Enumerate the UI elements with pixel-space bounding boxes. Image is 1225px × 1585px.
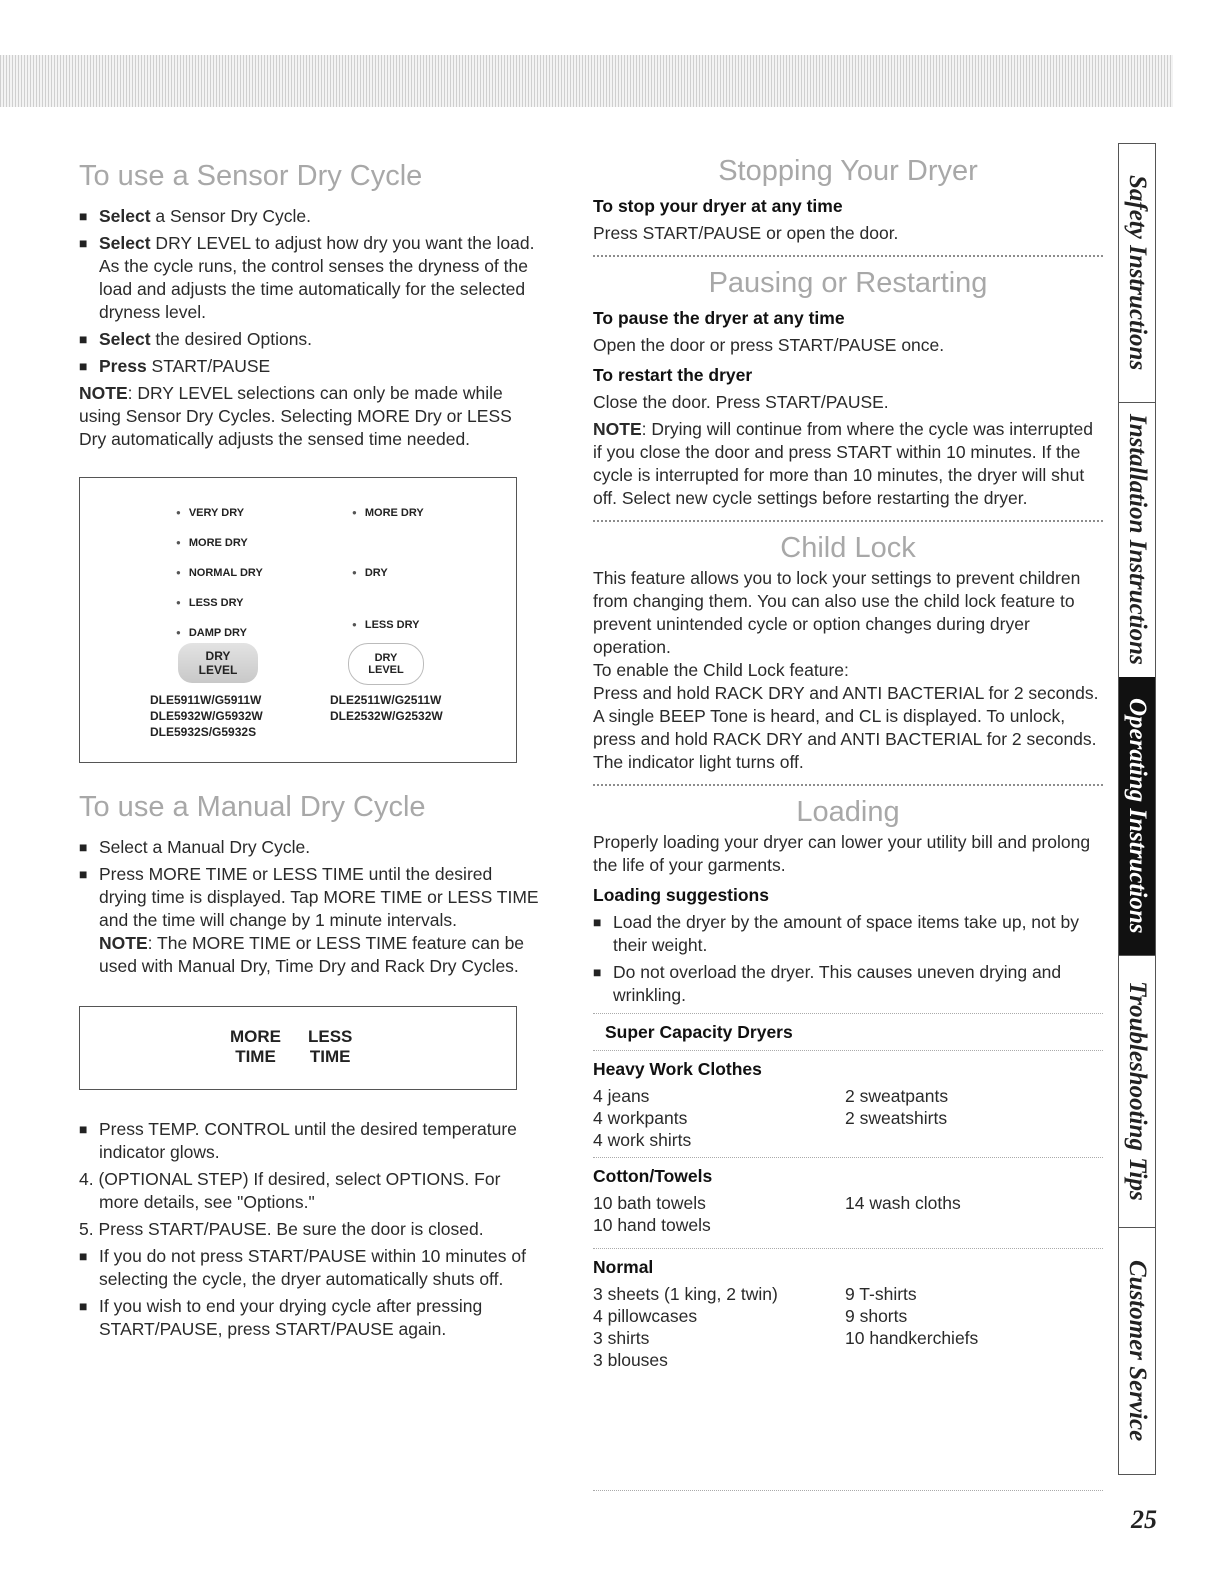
pausing-note: NOTE: Drying will continue from where the cycle was interrupted if you close the door and press START within 10 minutes. If the cycle is interrupted for more than 10 minutes, the dryer will shut off. Select new cycle settings before restarting the dryer.	[593, 419, 1093, 508]
tab-troubleshooting-tips[interactable]: Troubleshooting Tips	[1119, 955, 1155, 1228]
divider	[593, 1248, 1103, 1249]
list-item: ■ If you do not press START/PAUSE within 10 minutes of selecting the cycle, the dryer automatically shuts off.	[79, 1245, 539, 1291]
level-normal-dry: ● NORMAL DRY	[176, 558, 263, 588]
list-item: ■ Select DRY LEVEL to adjust how dry you want the load. As the cycle runs, the control senses the dryness of the load and adjusts the time automatically for the selected dryness level.	[79, 232, 539, 324]
child-lock-title: Child Lock	[780, 532, 916, 564]
sensor-note: NOTE: DRY LEVEL selections can only be made while using Sensor Dry Cycles. Selecting MORE Dry or LESS Dry automatically adjusts the sensed time needed.	[79, 383, 512, 449]
section-tabs	[1118, 143, 1156, 1475]
child-lock-instructions: Press and hold RACK DRY and ANTI BACTERIAL for 2 seconds. A single BEEP Tone is heard, and CL is displayed. To unlock, press and hold RACK DRY and ANTI BACTERIAL for 2 seconds. The indicator light turns off.	[593, 683, 1099, 772]
loading-subheading: Loading suggestions	[593, 885, 769, 905]
divider	[593, 784, 1103, 786]
tab-installation-instructions[interactable]: Installation Instructions	[1119, 402, 1155, 678]
list-item: ■ Press START/PAUSE	[79, 355, 539, 378]
tab-operating-instructions[interactable]: Operating Instructions	[1119, 677, 1155, 956]
child-lock-enable: To enable the Child Lock feature:	[593, 660, 849, 680]
less-time-label: LESS	[308, 1027, 353, 1046]
restart-subheading: To restart the dryer	[593, 365, 753, 385]
list-item: ■ Load the dryer by the amount of space items take up, not by their weight.	[593, 911, 1103, 957]
child-lock-intro: This feature allows you to lock your settings to prevent children from changing them. You can also use the child lock feature to prevent unintended cycle or option changes during dryer operation.	[593, 568, 1081, 657]
model-number: DLE2511W/G2511W	[330, 693, 442, 707]
load-item: 9 T-shirts	[845, 1284, 917, 1304]
table-title: Super Capacity Dryers	[605, 1022, 793, 1042]
list-item: ■ Select the desired Options.	[79, 328, 539, 351]
stopping-text: Press START/PAUSE or open the door.	[593, 223, 899, 243]
right-column	[593, 155, 1103, 1371]
model-number: DLE5932W/G5932W	[150, 709, 263, 723]
group-title: Cotton/Towels	[593, 1166, 713, 1186]
sensor-title: To use a Sensor Dry Cycle	[79, 160, 423, 192]
load-item: 3 blouses	[593, 1350, 668, 1370]
list-item: ■ Press TEMP. CONTROL until the desired temperature indicator glows.	[79, 1118, 539, 1164]
load-group-cotton	[593, 1164, 1103, 1236]
load-item: 10 handkerchiefs	[845, 1328, 979, 1348]
group-title: Heavy Work Clothes	[593, 1059, 762, 1079]
pause-text: Open the door or press START/PAUSE once.	[593, 335, 945, 355]
divider	[593, 255, 1103, 257]
restart-text: Close the door. Press START/PAUSE.	[593, 392, 889, 412]
level-less-dry: ● LESS DRY	[176, 588, 263, 618]
loading-suggestions	[593, 911, 1103, 1007]
final-steps	[79, 1118, 539, 1341]
pause-subheading: To pause the dryer at any time	[593, 308, 845, 328]
dry-level-panel	[79, 477, 517, 763]
load-item: 10 hand towels	[593, 1215, 711, 1235]
model-number: DLE5932S/G5932S	[150, 725, 257, 739]
list-item: ■ Do not overload the dryer. This causes uneven drying and wrinkling.	[593, 961, 1103, 1007]
load-item: 4 work shirts	[593, 1130, 692, 1150]
list-item: ■ Select a Manual Dry Cycle.	[79, 836, 539, 859]
level-very-dry: ● VERY DRY	[176, 498, 263, 528]
load-item: 3 shirts	[593, 1328, 650, 1348]
manual-steps	[79, 836, 539, 978]
divider	[593, 1490, 1103, 1491]
dry-level-button-alt[interactable]: DRY LEVEL	[348, 643, 424, 685]
model-number: DLE2532W/G2532W	[330, 709, 443, 723]
load-item: 10 bath towels	[593, 1193, 706, 1213]
divider	[593, 520, 1103, 522]
header-band	[0, 55, 1173, 107]
level-less-dry-alt: ● LESS DRY	[352, 610, 424, 640]
tab-safety-instructions[interactable]: Safety Instructions	[1119, 144, 1155, 403]
load-item: 2 sweatshirts	[845, 1108, 948, 1128]
step-5: 5. Press START/PAUSE. Be sure the door is closed.	[79, 1219, 484, 1239]
load-group-normal	[593, 1255, 1103, 1371]
more-time-label: MORE	[230, 1027, 281, 1046]
level-more-dry: ● MORE DRY	[176, 528, 263, 558]
divider	[593, 1157, 1103, 1158]
dry-level-button[interactable]: DRY LEVEL	[178, 643, 258, 683]
level-more-dry-alt: ● MORE DRY	[352, 498, 424, 528]
stopping-subheading: To stop your dryer at any time	[593, 196, 843, 216]
time-panel: MORE TIME LESS TIME	[79, 1006, 517, 1090]
tab-customer-service[interactable]: Customer Service	[1124, 1259, 1151, 1442]
list-item: ■ If you wish to end your drying cycle after pressing START/PAUSE, press START/PAUSE again.	[79, 1295, 539, 1341]
load-item: 9 shorts	[845, 1306, 908, 1326]
pausing-title: Pausing or Restarting	[708, 267, 988, 299]
stopping-title: Stopping Your Dryer	[718, 155, 978, 187]
level-dry-alt: ● DRY	[352, 558, 424, 588]
group-title: Normal	[593, 1257, 654, 1277]
load-item: 4 jeans	[593, 1086, 650, 1106]
load-item: 3 sheets (1 king, 2 twin)	[593, 1284, 778, 1304]
model-number: DLE5911W/G5911W	[150, 693, 262, 707]
manual-title: To use a Manual Dry Cycle	[79, 791, 426, 823]
load-item: 2 sweatpants	[845, 1086, 949, 1106]
loading-intro: Properly loading your dryer can lower your utility bill and prolong the life of your garments.	[593, 832, 1091, 875]
divider	[593, 1013, 1103, 1014]
left-column	[79, 160, 539, 1345]
load-item: 14 wash cloths	[845, 1193, 961, 1213]
load-item: 4 workpants	[593, 1108, 688, 1128]
list-item: ■ Press MORE TIME or LESS TIME until the desired drying time is displayed. Tap MORE TIME or LESS TIME and the time will change by 1 minute intervals. NOTE: The MORE TIME or LESS TIME feature can be used with Manual Dry, Time Dry and Rack Dry Cycles.	[79, 863, 539, 978]
divider	[593, 1050, 1103, 1051]
load-item: 4 pillowcases	[593, 1306, 698, 1326]
level-damp-dry: ● DAMP DRY	[176, 618, 263, 648]
load-group-heavy	[593, 1057, 1103, 1151]
step-4: 4. (OPTIONAL STEP) If desired, select OPTIONS. For more details, see "Options."	[79, 1169, 501, 1212]
page-number: 25	[1131, 1505, 1157, 1534]
list-item: ■ Select a Sensor Dry Cycle.	[79, 205, 539, 228]
sensor-steps	[79, 205, 539, 378]
loading-title: Loading	[796, 796, 900, 828]
